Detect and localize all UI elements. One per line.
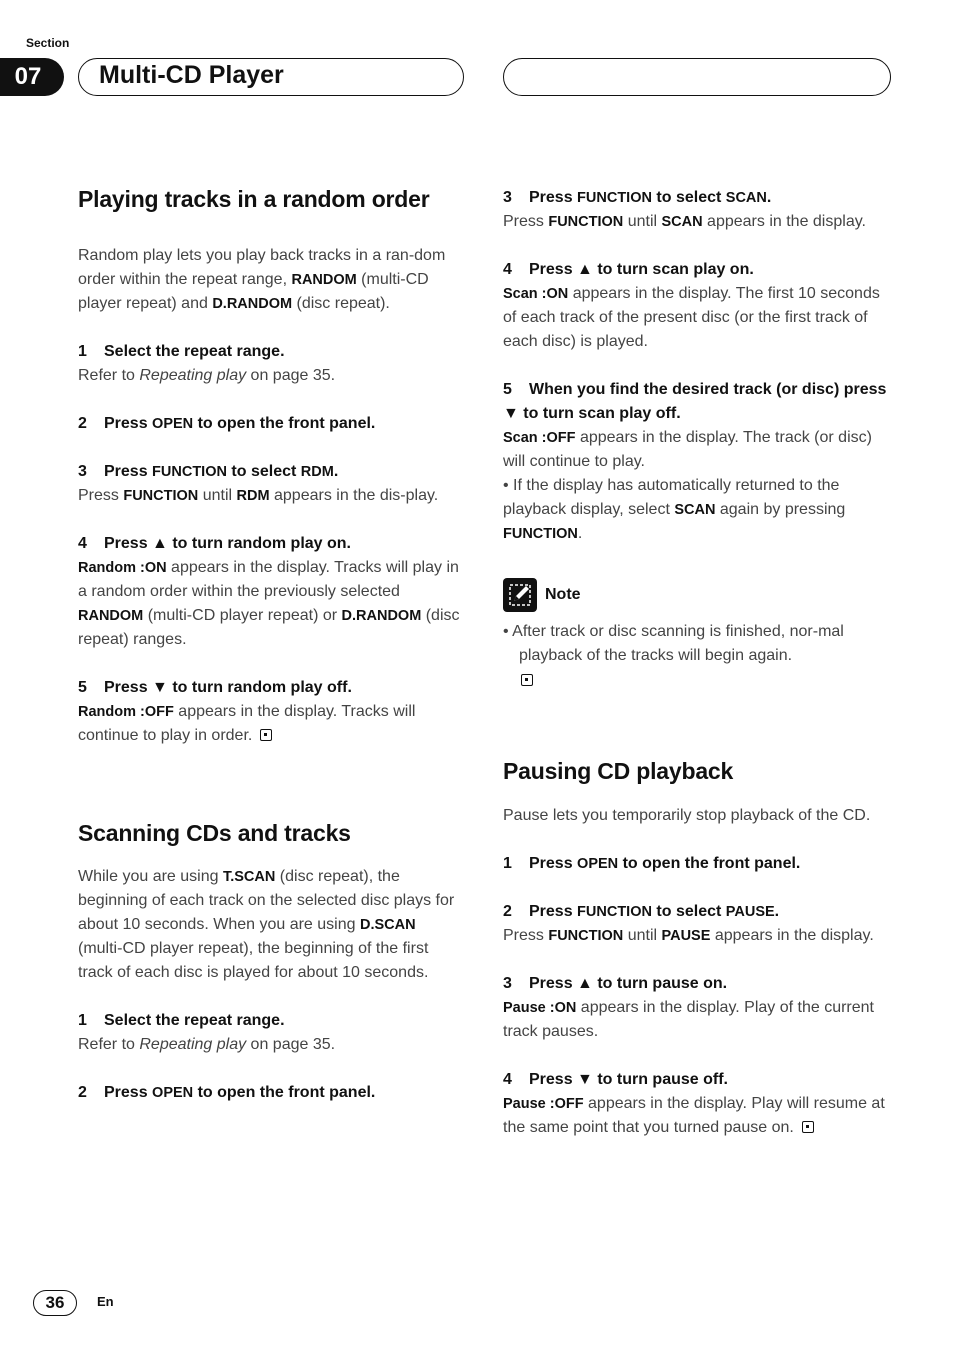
empty-header-frame xyxy=(503,58,891,96)
left-column xyxy=(78,186,462,1105)
right-column xyxy=(503,186,887,1140)
note-text: • After track or disc scanning is finished, nor-mal playback of the tracks will begin again. xyxy=(503,623,844,664)
language-label: En xyxy=(97,1294,114,1309)
random-step-4-title: 4 Press ▲ to turn random play on. xyxy=(78,534,351,552)
pause-step-2-body: Press FUNCTION until PAUSE appears in the display. xyxy=(503,926,874,944)
scan-step-5-bullet: • If the display has automatically returned to the playback display, select SCAN again by pressing FUNCTION. xyxy=(503,477,846,542)
down-arrow-icon: ▼ xyxy=(577,1070,593,1088)
note-pencil-icon xyxy=(503,578,537,612)
random-step-5-body: Random :OFF appears in the display. Tracks will continue to play in order. xyxy=(78,702,416,744)
random-step-4-body: Random :ON appears in the display. Tracks will play in a random order within the previously selected RANDOM (multi-CD player repeat) or D.RANDOM (disc repeat) ranges. xyxy=(78,558,460,648)
pause-heading: Pausing CD playback xyxy=(503,758,734,784)
scan-step-5-body: Scan :OFF appears in the display. The track (or disc) will continue to play. xyxy=(503,429,872,470)
page-number: 36 xyxy=(33,1290,77,1316)
random-step-3-body: Press FUNCTION until RDM appears in the dis-play. xyxy=(78,486,439,504)
chapter-title: Multi-CD Player xyxy=(99,61,284,89)
end-mark-icon xyxy=(260,729,272,741)
random-step-5-title: 5 Press ▼ to turn random play off. xyxy=(78,678,352,696)
pause-step-3-body: Pause :ON appears in the display. Play of the current track pauses. xyxy=(503,998,874,1040)
random-step-1-title: 1 Select the repeat range. xyxy=(78,342,285,360)
section-number-badge: 07 xyxy=(0,58,64,96)
note-header xyxy=(503,578,887,612)
random-step-3-title: 3 Press FUNCTION to select RDM. xyxy=(78,462,339,480)
end-mark-icon xyxy=(521,674,533,686)
scan-step-1-body: Refer to Repeating play on page 35. xyxy=(78,1036,336,1054)
up-arrow-icon: ▲ xyxy=(577,974,593,992)
scan-step-2-title: 2 Press OPEN to open the front panel. xyxy=(78,1084,376,1102)
pause-step-3-title: 3 Press ▲ to turn pause on. xyxy=(503,974,728,992)
random-intro: Random play lets you play back tracks in a ran-dom order within the repeat range, RANDOM (multi-CD player repeat) and D.RANDOM (disc repeat). xyxy=(78,246,446,312)
pause-step-4-title: 4 Press ▼ to turn pause off. xyxy=(503,1070,728,1088)
scan-intro: While you are using T.SCAN (disc repeat), the beginning of each track on the selected disc plays for about 10 seconds. When you are using D.SCAN (multi-CD player repeat), the beginning of the first track of each disc is played for about 10 seconds. xyxy=(78,868,455,982)
pause-step-1-title: 1 Press OPEN to open the front panel. xyxy=(503,854,801,872)
scan-step-5-title: 5 When you find the desired track (or disc) press ▼ to turn scan play off. xyxy=(503,381,887,422)
down-arrow-icon: ▼ xyxy=(152,678,168,696)
random-step-2-title: 2 Press OPEN to open the front panel. xyxy=(78,414,376,432)
note-title: Note xyxy=(545,586,581,603)
end-mark-icon xyxy=(802,1121,814,1133)
down-arrow-icon: ▼ xyxy=(503,405,519,422)
pause-step-2-title: 2 Press FUNCTION to select PAUSE. xyxy=(503,902,780,920)
chapter-title-frame xyxy=(78,58,464,96)
pause-intro: Pause lets you temporarily stop playback of the CD. xyxy=(503,806,871,824)
scan-step-4-body: Scan :ON appears in the display. The first 10 seconds of each track of the present disc (or the first track of each disc) is played. xyxy=(503,285,880,350)
random-step-1-body: Refer to Repeating play on page 35. xyxy=(78,366,336,384)
scan-step-1-title: 1 Select the repeat range. xyxy=(78,1012,285,1030)
scan-step-3-body: Press FUNCTION until SCAN appears in the display. xyxy=(503,213,866,230)
up-arrow-icon: ▲ xyxy=(152,534,168,552)
pause-step-4-body: Pause :OFF appears in the display. Play will resume at the same point that you turned pause on. xyxy=(503,1094,885,1136)
scan-heading: Scanning CDs and tracks xyxy=(78,819,351,846)
scan-step-4-title: 4 Press ▲ to turn scan play on. xyxy=(503,261,754,278)
scan-step-3-title: 3 Press FUNCTION to select SCAN. xyxy=(503,189,772,206)
section-label: Section xyxy=(26,36,70,50)
up-arrow-icon: ▲ xyxy=(577,261,593,278)
random-heading: Playing tracks in a random order xyxy=(78,186,430,212)
